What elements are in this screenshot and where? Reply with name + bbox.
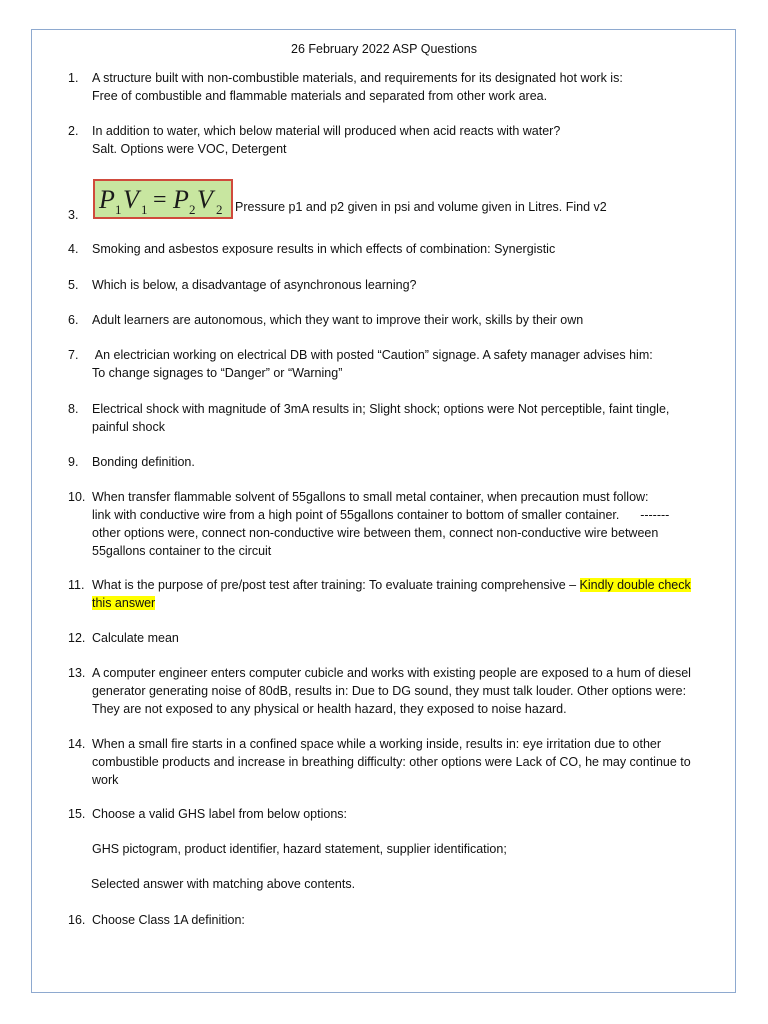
question-text: Smoking and asbestos exposure results in which effects of combination: Synergistic [92,242,556,256]
formula-sub-2b: 2 [216,202,223,217]
question-6 [68,311,728,329]
question-text-cont: combustible products and increase in breathing difficulty: other options were Lack of CO, he may continue to [92,755,691,769]
options-text-cont: 55gallons container to the circuit [92,544,272,558]
question-2 [68,122,728,158]
question-number: 14. [68,737,86,751]
question-number: 9. [68,455,79,469]
highlighted-note: Kindly double check [579,578,691,592]
question-number: 7. [68,348,79,362]
formula-equals: = [153,187,167,213]
question-text: When transfer flammable solvent of 55gallons to small metal container, when precaution must follow: [92,490,649,504]
formula-p2: P [173,185,189,214]
question-3 [68,176,728,224]
formula-image [93,179,233,219]
question-text: Choose Class 1A definition: [92,913,245,927]
formula-v2: V [197,185,213,214]
answer-text: Selected answer with matching above contents. [91,877,356,891]
question-15 [68,805,728,893]
highlighted-note-cont: this answer [92,596,156,610]
question-number: 12. [68,631,86,645]
question-1 [68,69,728,105]
question-10 [68,488,728,560]
question-text: Electrical shock with magnitude of 3mA results in; Slight shock; options were Not perceptible, faint tingle, [92,402,670,416]
question-text-end: work [92,773,119,787]
answer-text: Free of combustible and flammable materials and separated from other work area. [92,89,548,103]
answer-text: Salt. Options were VOC, Detergent [92,142,287,156]
question-text: In addition to water, which below material will produced when acid reacts with water? [92,124,561,138]
question-16 [68,911,728,929]
question-text: Pressure p1 and p2 given in psi and volume given in Litres. Find v2 [235,200,607,214]
question-13 [68,664,728,718]
question-text: Which is below, a disadvantage of asynchronous learning? [92,278,417,292]
question-number: 2. [68,124,79,138]
formula-p1: P [99,185,115,214]
question-8 [68,400,728,436]
question-number: 13. [68,666,86,680]
formula-v1: V [123,185,139,214]
formula-sub-1: 1 [115,202,122,217]
question-number: 4. [68,242,79,256]
question-text-cont: generator generating noise of 80dB, results in: Due to DG sound, they must talk louder. Other options were: [92,684,687,698]
question-text-cont: painful shock [92,420,165,434]
question-9 [68,453,728,471]
options-text: GHS pictogram, product identifier, hazard statement, supplier identification; [92,842,507,856]
question-number: 5. [68,278,79,292]
formula-sub-1b: 1 [141,202,148,217]
question-12 [68,629,728,647]
question-text: Bonding definition. [92,455,195,469]
page-title: 26 February 2022 ASP Questions [291,42,477,56]
formula-sub-2: 2 [189,202,196,217]
question-number: 6. [68,313,79,327]
question-text: Choose a valid GHS label from below options: [92,807,347,821]
question-number: 16. [68,913,86,927]
options-text: They are not exposed to any physical or health hazard, they exposed to noise hazard. [92,702,567,716]
question-number: 10. [68,490,86,504]
question-5 [68,276,728,294]
question-number: 3. [68,208,79,222]
question-number: 15. [68,807,86,821]
question-text: When a small fire starts in a confined space while a working inside, results in: eye irritation due to other [92,737,662,751]
question-text: A structure built with non-combustible materials, and requirements for its designated hot work is: [92,71,623,85]
question-text: What is the purpose of pre/post test after training: To evaluate training comprehensive – [92,578,580,592]
question-11 [68,576,728,612]
question-number: 11. [68,578,85,592]
question-number: 1. [68,71,79,85]
question-text: A computer engineer enters computer cubicle and works with existing people are exposed to a hum of diesel [92,666,691,680]
question-4 [68,240,728,258]
question-text: Calculate mean [92,631,179,645]
answer-text: To change signages to “Danger” or “Warning” [92,366,343,380]
question-text: Adult learners are autonomous, which they want to improve their work, skills by their own [92,313,584,327]
question-text: An electrician working on electrical DB with posted “Caution” signage. A safety manager advises him: [92,348,653,362]
question-7 [68,346,728,382]
answer-text: link with conductive wire from a high point of 55gallons container to bottom of smaller container. ------- [92,508,670,522]
question-14 [68,735,728,789]
question-number: 8. [68,402,79,416]
options-text: other options were, connect non-conductive wire between them, connect non-conductive wire between [92,526,659,540]
